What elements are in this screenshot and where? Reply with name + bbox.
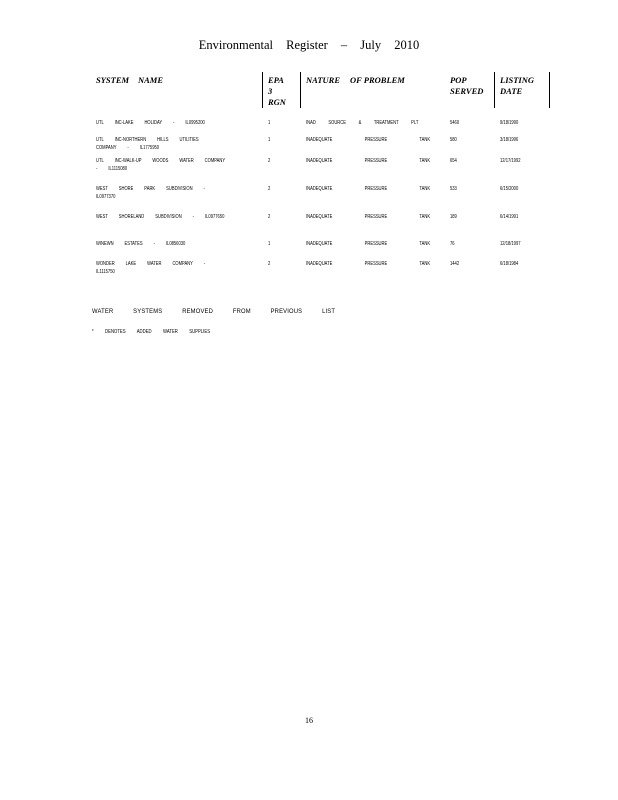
system-name: WEST SHORELAND SUBDIVISION - IL0977650 — [96, 214, 225, 220]
removed-systems-heading: WATER SYSTEMS REMOVED FROM PREVIOUS LIST — [92, 308, 336, 315]
column-divider — [494, 72, 495, 108]
system-name: UTL INC-WALK-UP WOODS WATER COMPANY - IL1115080 — [96, 158, 226, 172]
population-served: 533 — [450, 186, 457, 192]
system-name: UTL INC-LAKE HOLIDAY - IL0995200 — [96, 120, 205, 126]
column-divider — [262, 72, 263, 108]
header-nature: NATURE — [306, 75, 341, 85]
problem-nature: INADEQUATE PRESSURE TANK — [306, 241, 431, 247]
header-pop: POP — [450, 75, 467, 85]
population-served: 189 — [450, 214, 457, 220]
system-name: WINEWN ESTATES - IL0856030 — [96, 241, 186, 247]
system-name: WONDER LAKE WATER COMPANY - IL1115750 — [96, 261, 206, 275]
problem-nature: INADEQUATE PRESSURE TANK — [306, 214, 431, 220]
epa-region: 2 — [268, 261, 271, 267]
header-served: SERVED — [450, 86, 484, 96]
population-served: 654 — [450, 158, 457, 164]
problem-nature: INADEQUATE PRESSURE TANK — [306, 137, 431, 143]
column-divider — [300, 72, 301, 108]
header-name: NAME — [138, 75, 164, 85]
epa-region: 1 — [268, 137, 271, 143]
population-served: 5460 — [450, 120, 460, 126]
epa-region: 1 — [268, 120, 271, 126]
epa-region: 1 — [268, 241, 271, 247]
epa-region: 2 — [268, 214, 271, 220]
problem-nature: INADEQUATE PRESSURE TANK — [306, 261, 431, 267]
added-supplies-note: * DENOTES ADDED WATER SUPPLIES — [92, 329, 211, 335]
problem-nature: INADEQUATE PRESSURE TANK — [306, 158, 431, 164]
system-name: UTL INC-NORTHERN HILLS UTILITIES COMPANY - IL1775950 — [96, 137, 199, 151]
problem-nature: INADEQUATE PRESSURE TANK — [306, 186, 431, 192]
listing-date: 3/18/1996 — [500, 137, 519, 143]
epa-region: 2 — [268, 158, 271, 164]
population-served: 76 — [450, 241, 455, 247]
listing-date: 12/17/1992 — [500, 158, 521, 164]
page-title: Environmental Register – July 2010 — [198, 38, 420, 52]
listing-date: 9/18/1990 — [500, 120, 519, 126]
population-served: 1442 — [450, 261, 460, 267]
header-epa: EPA — [268, 75, 284, 85]
header-epa-rgn: RGN — [268, 97, 286, 107]
header-of-problem: OF PROBLEM — [350, 75, 405, 85]
header-epa-region-number: 3 — [268, 86, 273, 96]
epa-region: 2 — [268, 186, 271, 192]
header-listing: LISTING — [500, 75, 535, 85]
header-system: SYSTEM — [96, 75, 130, 85]
listing-date: 6/18/1984 — [500, 261, 519, 267]
population-served: 580 — [450, 137, 457, 143]
listing-date: 6/15/2000 — [500, 186, 519, 192]
header-date: DATE — [500, 86, 523, 96]
listing-date: 6/14/1991 — [500, 214, 519, 220]
system-name: WEST SHORE PARK SUBDIVISION - IL0977370 — [96, 186, 205, 200]
listing-date: 12/18/1997 — [500, 241, 521, 247]
page-number: 16 — [305, 716, 313, 725]
problem-nature: INAD SOURCE & TREATMENT PLT — [306, 120, 419, 126]
column-divider — [549, 72, 550, 108]
